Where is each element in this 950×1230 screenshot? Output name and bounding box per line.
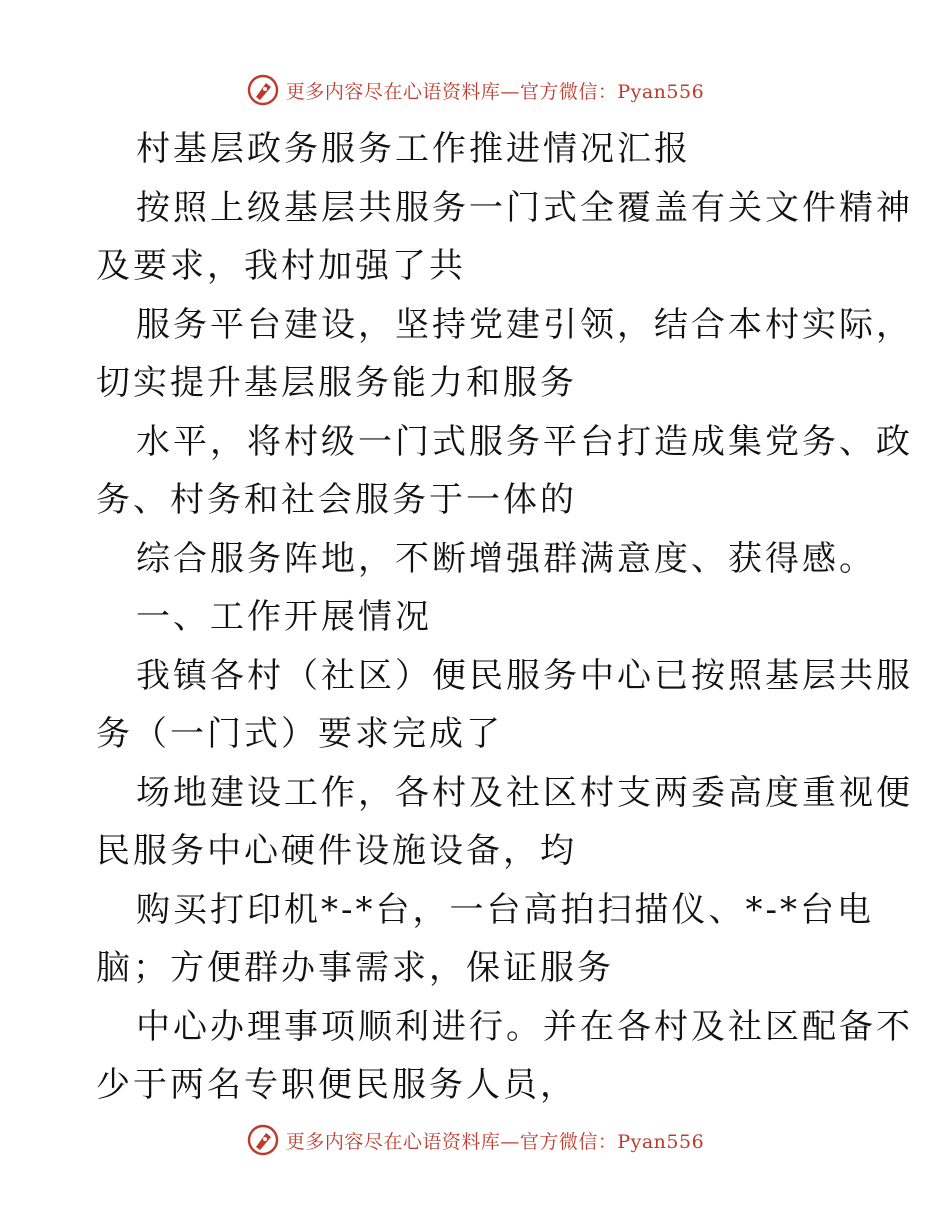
text-line: 务、村务和社会服务于一体的 [96,480,577,520]
text-line: 综合服务阵地，不断增强群满意度、获得感。 [136,538,876,579]
document-title: 村基层政务服务工作推进情况汇报 [136,129,691,169]
text-line: 少于两名专职便民服务人员， [96,1065,577,1105]
footer-banner [0,1120,950,1160]
text-line: 切实提升基层服务能力和服务 [96,363,577,403]
footer-banner-text: 更多内容尽在心语资料库—官方微信：Pyan556 [285,1130,705,1153]
pen-nib-circle-icon [246,73,280,107]
pen-nib-circle-icon [246,1123,280,1157]
header-banner [0,70,950,110]
text-line: 服务平台建设，坚持党建引领，结合本村实际， [136,304,913,345]
header-banner-text: 更多内容尽在心语资料库—官方微信：Pyan556 [285,80,705,103]
text-line: 及要求，我村加强了共 [96,246,466,286]
text-line: 水平，将村级一门式服务平台打造成集党务、政 [136,421,913,462]
text-line: 一、工作开展情况 [136,597,432,637]
text-line: 务（一门式）要求完成了 [96,714,503,754]
text-line: 脑；方便群办事需求，保证服务 [96,948,614,988]
document-body [96,120,913,1115]
text-line: 我镇各村（社区）便民服务中心已按照基层共服 [136,655,913,696]
text-line: 按照上级基层共服务一门式全覆盖有关文件精神 [136,187,913,228]
text-line: 民服务中心硬件设施设备，均 [96,831,577,871]
text-line: 中心办理事项顺利进行。并在各村及社区配备不 [136,1006,913,1047]
text-line: 场地建设工作，各村及社区村支两委高度重视便 [136,772,913,813]
text-line: 购买打印机*-*台，一台高拍扫描仪、*-*台电 [136,889,874,930]
